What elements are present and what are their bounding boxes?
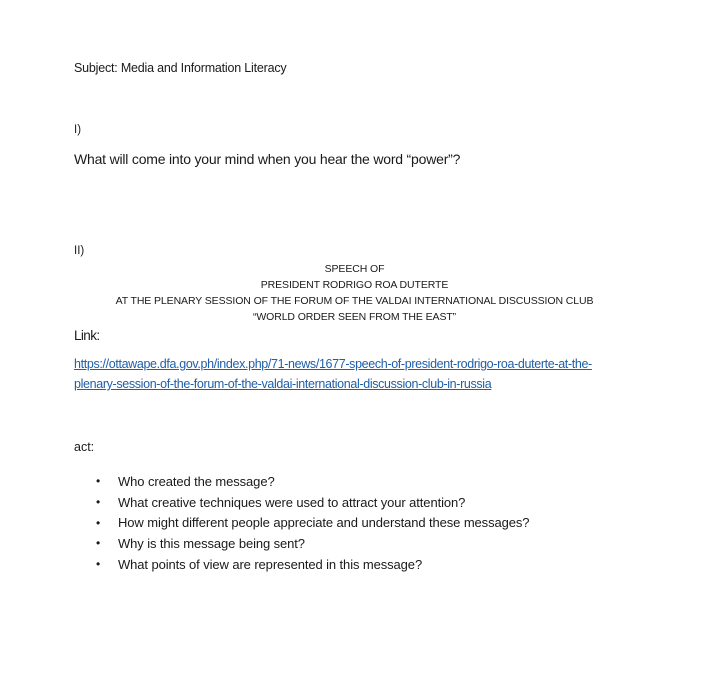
list-item-text: What creative techniques were used to attract your attention?: [118, 494, 466, 510]
list-item-text: Who created the message?: [118, 473, 275, 489]
list-item: [96, 492, 529, 513]
list-item: [96, 471, 529, 492]
list-item-text: Why is this message being sent?: [118, 535, 305, 551]
speech-heading-line-3: AT THE PLENARY SESSION OF THE FORUM OF THE VALDAI INTERNATIONAL DISCUSSION CLUB: [115, 295, 594, 307]
list-item-text: What points of view are represented in this message?: [118, 556, 423, 572]
act-label: act:: [74, 440, 95, 454]
speech-heading-line-4: “WORLD ORDER SEEN FROM THE EAST”: [252, 311, 457, 323]
act-question-list: [96, 471, 529, 574]
speech-url-link-line-2[interactable]: plenary-session-of-the-forum-of-the-valdai-international-discussion-club-in-russia: [74, 377, 492, 391]
speech-url-link-line-1[interactable]: https://ottawape.dfa.gov.ph/index.php/71-news/1677-speech-of-president-rodrigo-roa-duterte-at-the-: [74, 357, 592, 371]
list-item: [96, 512, 529, 533]
speech-heading-line-2: PRESIDENT RODRIGO ROA DUTERTE: [260, 279, 449, 291]
subject-line: Subject: Media and Information Literacy: [74, 61, 287, 75]
section-1-label: I): [74, 124, 82, 136]
list-item: [96, 533, 529, 554]
bullet-icon: •: [96, 536, 101, 551]
link-label: Link:: [74, 328, 100, 343]
bullet-icon: •: [96, 495, 101, 510]
speech-heading-line-1: SPEECH OF: [324, 263, 385, 275]
bullet-icon: •: [96, 557, 101, 572]
bullet-icon: •: [96, 474, 101, 489]
bullet-icon: •: [96, 515, 101, 530]
list-item: [96, 554, 529, 575]
power-question: What will come into your mind when you hear the word “power”?: [74, 151, 461, 167]
section-2-label: II): [74, 245, 85, 257]
list-item-text: How might different people appreciate and understand these messages?: [118, 515, 530, 531]
